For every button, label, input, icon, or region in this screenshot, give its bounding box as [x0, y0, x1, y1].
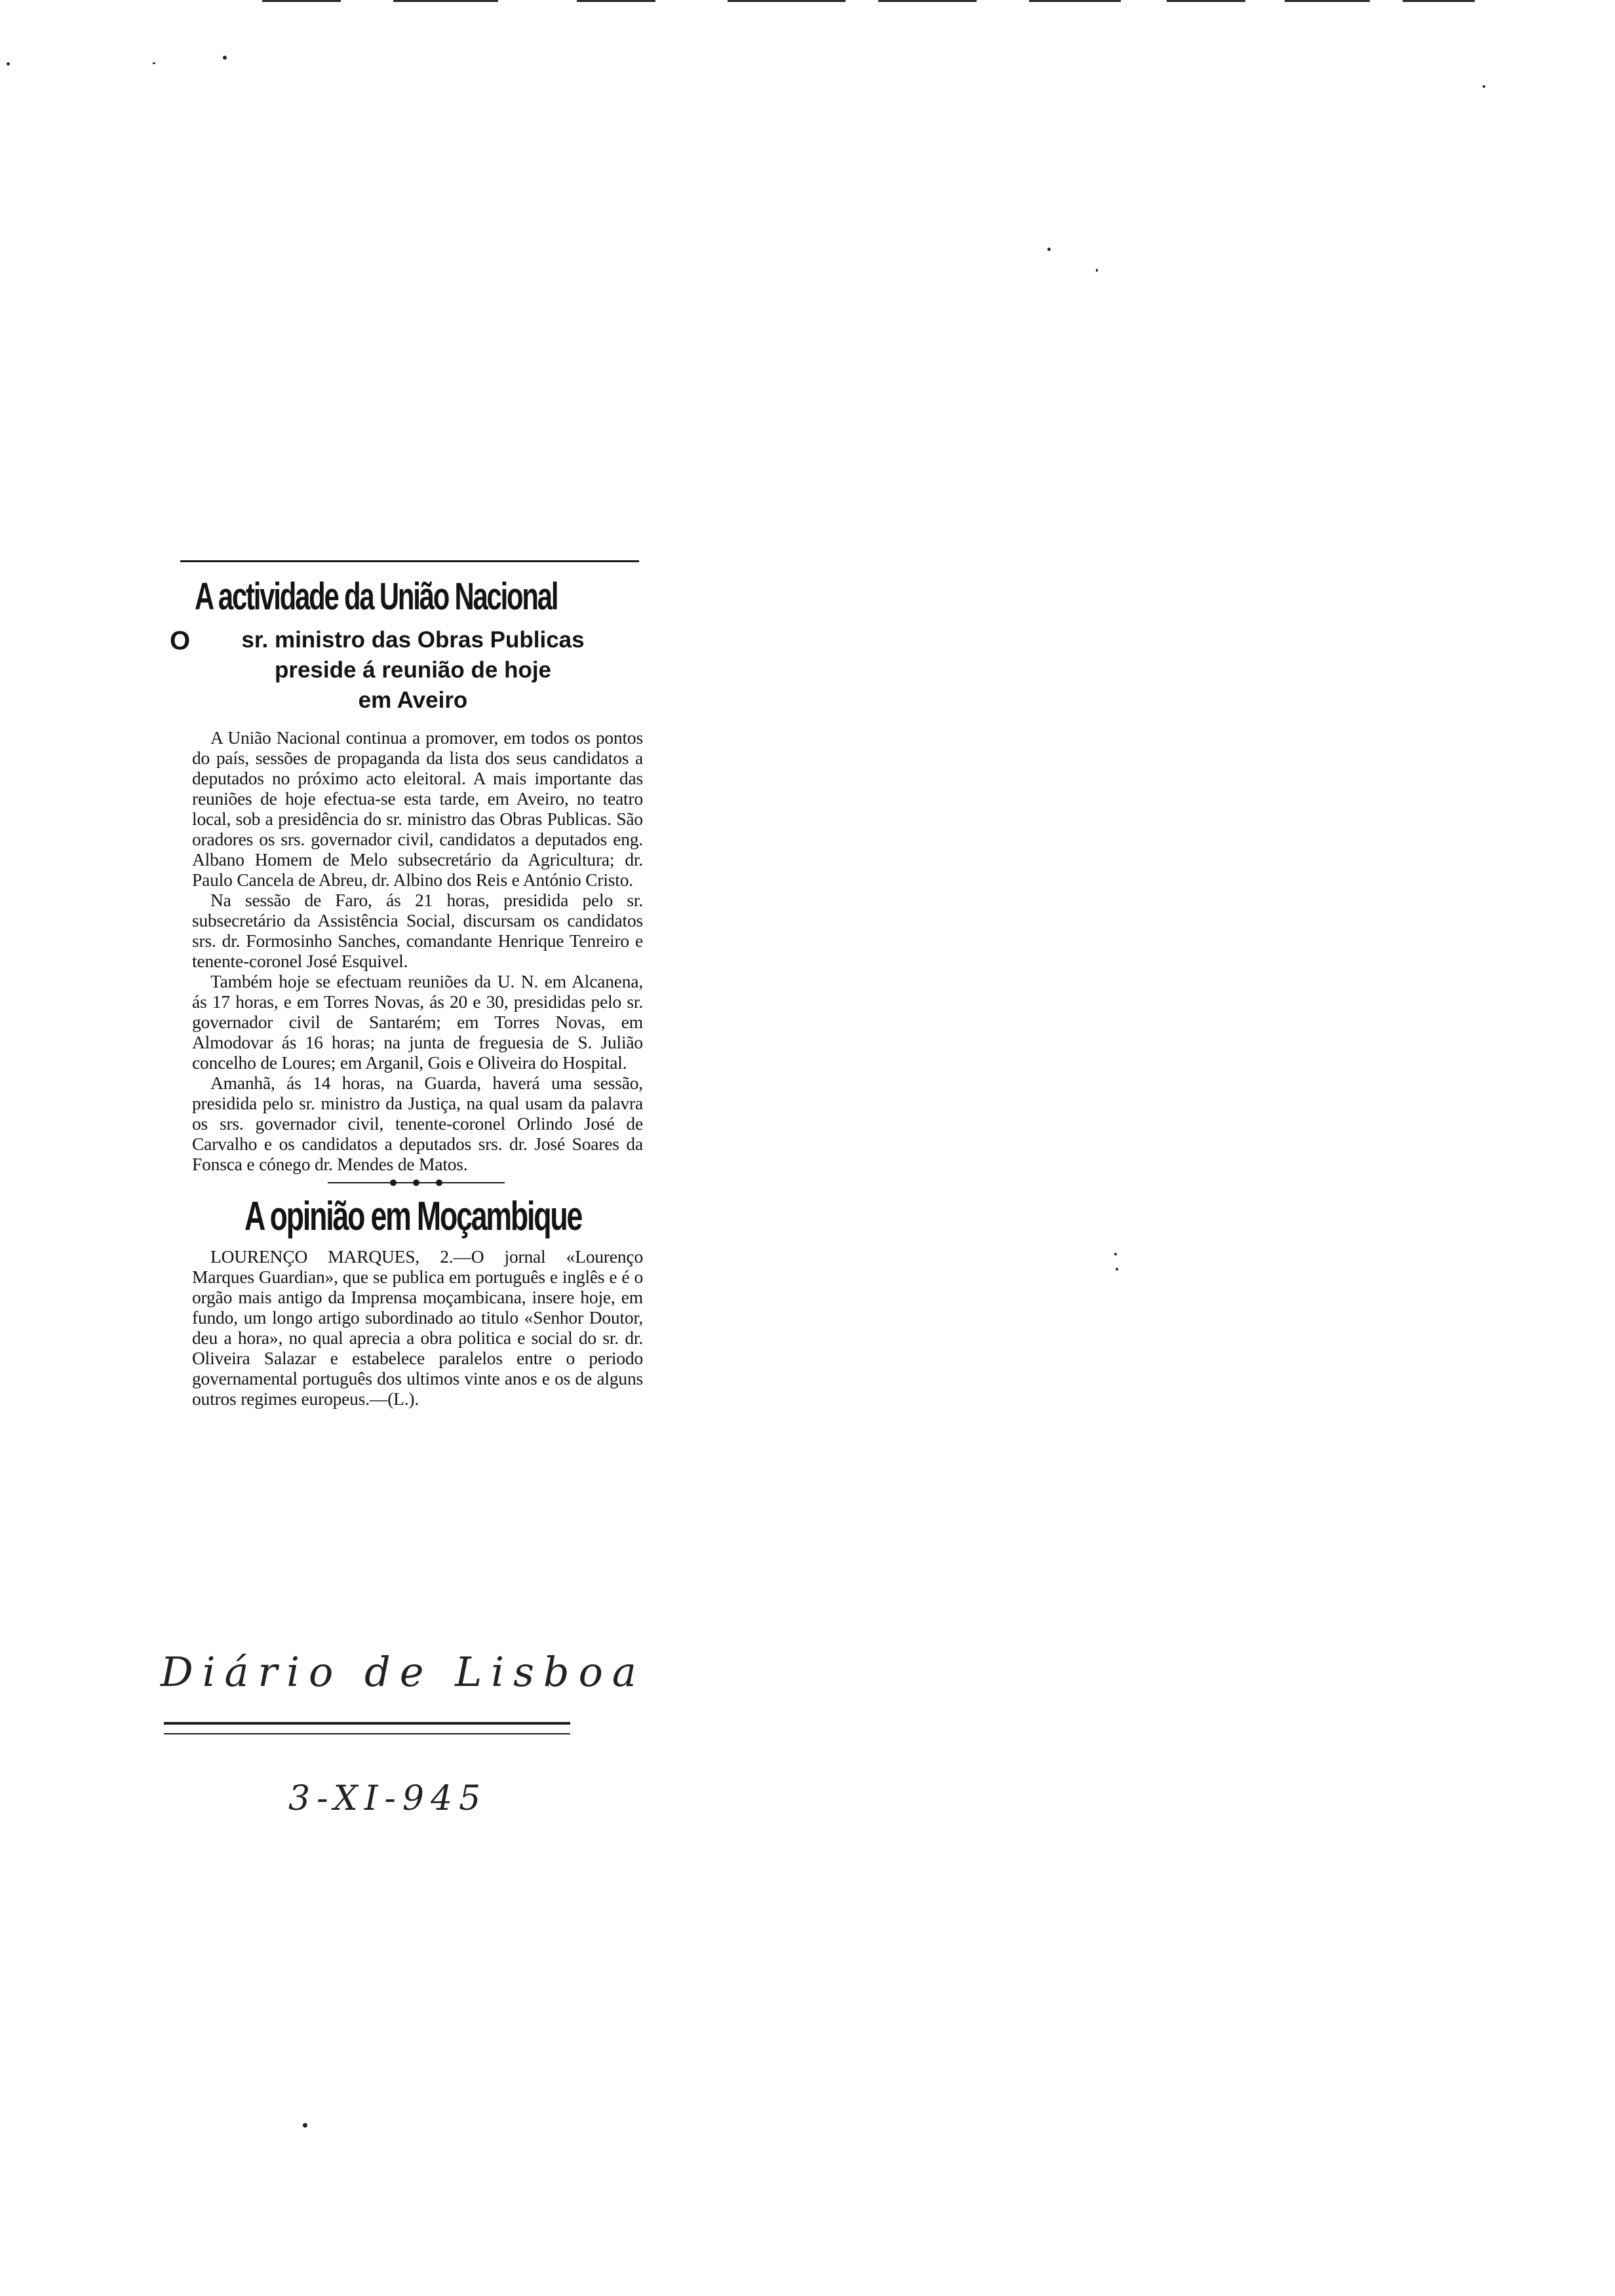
scan-speck: [303, 2123, 307, 2128]
scan-speck: [1096, 269, 1098, 272]
article2-paragraph: LOURENÇO MARQUES, 2.—O jornal «Lourenço Marques Guardian», que se publica em português e inglês e é o orgão mais antigo da Imprensa moçambicana, insere hoje, em fundo, um longo artigo subordinado ao titulo «Senhor Doutor, deu a hora», no qual aprecia a obra politica e social do sr. dr. Oliveira Salazar e estabelece paralelos entre o periodo governamental português dos ultimos vinte anos e os de alguns outros regimes europeus.—(L.).: [192, 1246, 643, 1409]
scan-edge-rule: [1167, 0, 1245, 2]
scan-speck: [153, 62, 155, 64]
subhead-line: em Aveiro: [358, 687, 468, 713]
scan-edge-rule: [262, 0, 341, 2]
scan-edge-rule: [878, 0, 977, 2]
subhead-line: preside á reunião de hoje: [274, 657, 552, 683]
divider-dot: [390, 1179, 397, 1186]
article-subhead: [161, 625, 646, 716]
subhead-text: [161, 625, 646, 716]
article2-headline: A opinião em Moçambique: [244, 1194, 582, 1239]
handwritten-source: Diário de Lisboa: [161, 1648, 646, 1696]
clipping-top-rule: [180, 560, 639, 562]
article-paragraph: Na sessão de Faro, ás 21 horas, presidida pelo sr. subsecretário da Assistência Social, discursam os candidatos srs. dr. Formosinho Sanches, comandante Henrique Tenreiro e tenente-coronel José Esquivel.: [192, 890, 643, 971]
subhead-initial: O: [170, 626, 191, 655]
article-paragraph: A União Nacional continua a promover, em todos os pontos do país, sessões de propaganda da lista dos seus candidatos a deputados no próximo acto eleitoral. A mais importante das reuniões de hoje efectua-se esta tarde, em Aveiro, no teatro local, sob a presidência do sr. ministro das Obras Publicas. São oradores os srs. governador civil, candidatos a deputados eng. Albano Homem de Melo subsecretário da Agricultura; dr. Paulo Cancela de Abreu, dr. Albino dos Reis e António Cristo.: [192, 727, 643, 890]
scan-edge-rule: [1029, 0, 1121, 2]
article-paragraph: Amanhã, ás 14 horas, na Guarda, haverá uma sessão, presidida pelo sr. ministro da Justiça, na qual usam da palavra os srs. governador civil, tenente-coronel Orlindo José de Carvalho e os candidatos a deputados srs. dr. José Soares da Fonsca e cónego dr. Mendes de Matos.: [192, 1073, 643, 1174]
scan-speck: [1047, 248, 1051, 251]
scan-speck: [223, 56, 227, 60]
scan-edge-rule: [1285, 0, 1370, 2]
article-headline: A actividade da União Nacional: [195, 575, 558, 618]
scan-speck: [7, 62, 10, 66]
article-body: [161, 727, 646, 1174]
scan-speck: [1116, 1268, 1118, 1271]
divider-dot: [436, 1179, 442, 1186]
handwritten-underline: [164, 1733, 570, 1734]
scan-edge-rule: [393, 0, 498, 2]
article-paragraph: Também hoje se efectuam reuniões da U. N. em Alcanena, ás 17 horas, e em Torres Novas, ás 20 e 30, presididas pelo sr. governador civil de Santarém; em Torres Novas, em Almodovar ás 16 horas; na junta de freguesia de S. Julião concelho de Loures; em Arganil, Gois e Oliveira do Hospital.: [192, 971, 643, 1073]
subhead-line: sr. ministro das Obras Publicas: [241, 627, 585, 653]
scan-edge-rule: [577, 0, 655, 2]
scan-speck: [1114, 1253, 1117, 1255]
scan-edge-rule: [728, 0, 846, 2]
handwritten-underline: [164, 1722, 570, 1725]
divider-dot: [413, 1179, 419, 1186]
handwritten-date: 3-XI-945: [288, 1779, 488, 1818]
article2-body: [161, 1246, 646, 1409]
newspaper-clipping: [161, 560, 646, 1409]
scan-speck: [1483, 85, 1485, 88]
scan-edge-rule: [1403, 0, 1475, 2]
article-divider: [328, 1178, 505, 1187]
